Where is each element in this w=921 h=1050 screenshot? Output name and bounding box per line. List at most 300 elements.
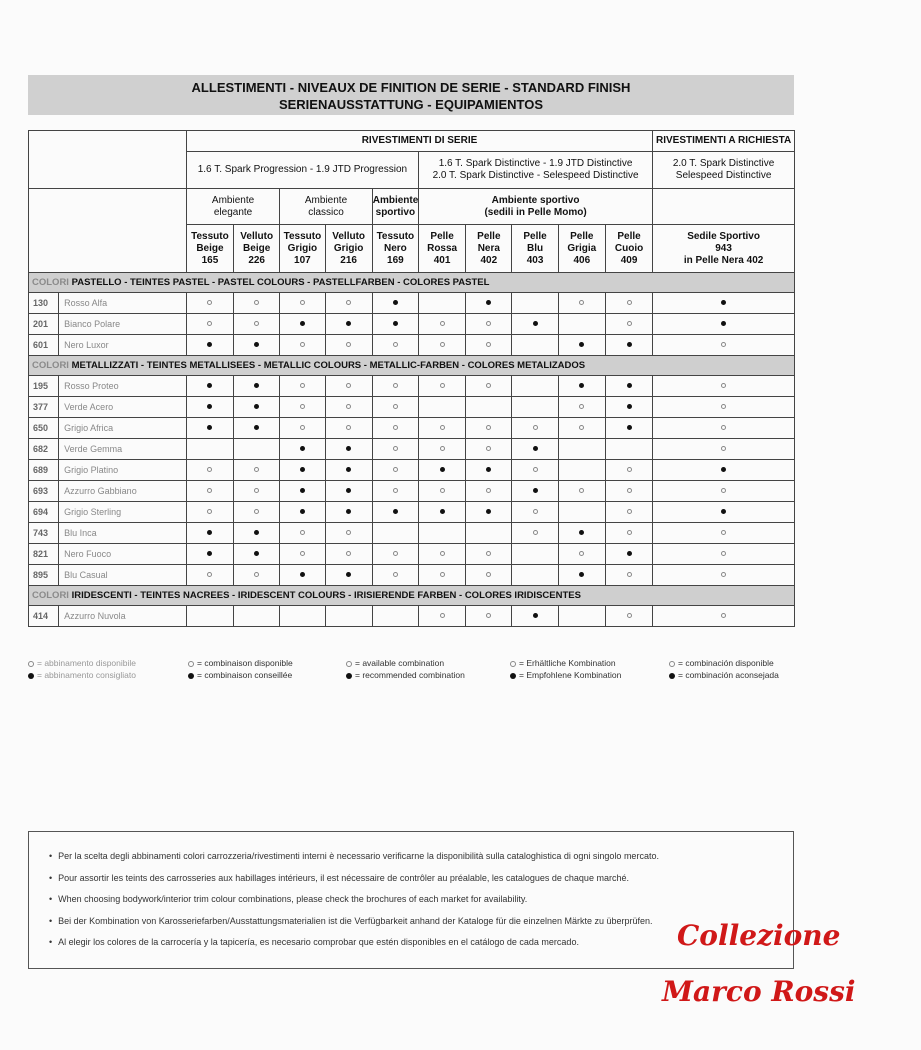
- trim-header-line: Rossa: [427, 242, 458, 254]
- colour-code: 414: [29, 606, 59, 627]
- recommended-marker-icon: [579, 572, 584, 577]
- trim-header-line: Beige: [196, 242, 224, 254]
- combination-cell: [372, 544, 418, 565]
- available-marker-icon: [510, 661, 516, 667]
- legend-de: [510, 657, 621, 681]
- colour-code: 694: [29, 502, 59, 523]
- colour-code: 682: [29, 439, 59, 460]
- legend-es-rec: [669, 669, 779, 681]
- available-marker-icon: [254, 321, 259, 326]
- combination-cell: [605, 460, 652, 481]
- combination-cell: [512, 376, 558, 397]
- combination-cell: [280, 460, 325, 481]
- combination-cell: [605, 523, 652, 544]
- trim-header-line: Nero: [383, 242, 407, 254]
- available-marker-icon: [440, 613, 445, 618]
- combination-cell: [418, 418, 465, 439]
- recommended-marker-icon: [579, 342, 584, 347]
- available-marker-icon: [254, 509, 259, 514]
- recommended-marker-icon: [393, 300, 398, 305]
- recommended-marker-icon: [486, 300, 491, 305]
- available-marker-icon: [393, 551, 398, 556]
- trim-header-line: Tessuto: [283, 230, 322, 242]
- recommended-marker-icon: [533, 488, 538, 493]
- combination-cell: [280, 314, 325, 335]
- recommended-marker-icon: [579, 383, 584, 388]
- combination-cell: [186, 376, 233, 397]
- recommended-marker-icon: [188, 673, 194, 679]
- trim-header: [372, 225, 418, 273]
- available-marker-icon: [346, 425, 351, 430]
- section-title-text: METALLIZZATI - TEINTES METALLISEES - METALLIC COLOURS - METALLIC-FARBEN - COLORES METALIZADOS: [68, 359, 586, 371]
- ambiente-elegante-l1: Ambiente: [211, 194, 255, 206]
- combination-cell: [558, 418, 605, 439]
- available-marker-icon: [579, 404, 584, 409]
- table-row: [29, 293, 795, 314]
- table-row: [29, 335, 795, 356]
- available-marker-icon: [440, 551, 445, 556]
- colour-name: Nero Luxor: [59, 335, 187, 356]
- header-distinctive-line1: 1.6 T. Spark Distinctive - 1.9 JTD Distinctive: [438, 158, 633, 169]
- combination-cell: [605, 439, 652, 460]
- combination-cell: [234, 376, 280, 397]
- recommended-marker-icon: [346, 572, 351, 577]
- available-marker-icon: [300, 425, 305, 430]
- ambiente-classico-l1: Ambiente: [304, 194, 348, 206]
- combination-cell: [653, 481, 795, 502]
- combination-cell: [653, 502, 795, 523]
- trim-header-line: Beige: [243, 242, 271, 254]
- combination-cell: [466, 460, 512, 481]
- trim-header-line: Cuoio: [614, 242, 644, 254]
- available-marker-icon: [669, 661, 675, 667]
- recommended-marker-icon: [579, 530, 584, 535]
- combination-cell: [466, 293, 512, 314]
- available-marker-icon: [393, 342, 398, 347]
- combination-cell: [325, 335, 372, 356]
- combination-cell: [558, 397, 605, 418]
- available-marker-icon: [721, 530, 726, 535]
- combination-cell: [558, 544, 605, 565]
- combination-cell: [558, 460, 605, 481]
- combination-cell: [280, 439, 325, 460]
- combination-cell: [418, 335, 465, 356]
- combination-cell: [186, 335, 233, 356]
- legend-de-avail-text: = Erhältliche Kombination: [519, 658, 616, 668]
- ambiente-elegante-l2: elegante: [213, 206, 253, 218]
- recommended-marker-icon: [440, 467, 445, 472]
- combination-cell: [186, 314, 233, 335]
- combination-cell: [280, 523, 325, 544]
- colour-name: Bianco Polare: [59, 314, 187, 335]
- trim-header: [280, 225, 325, 273]
- combination-cell: [558, 523, 605, 544]
- available-marker-icon: [486, 488, 491, 493]
- trim-header-line: Pelle: [617, 230, 641, 242]
- note-fr: • Pour assortir les teints des carrosseries aux habillages intérieurs, il est nécessaire de contrôler au préalable, les catalogues de chaque marché.: [49, 868, 793, 890]
- header-optional-group: [653, 152, 795, 189]
- recommended-marker-icon: [627, 404, 632, 409]
- combination-cell: [466, 418, 512, 439]
- trim-header-line: 403: [526, 254, 544, 266]
- header-distinctive: [418, 152, 652, 189]
- trim-combination-table: [28, 130, 795, 627]
- combination-cell: [605, 376, 652, 397]
- combination-cell: [653, 460, 795, 481]
- available-marker-icon: [300, 342, 305, 347]
- colour-name: Azzurro Nuvola: [59, 606, 187, 627]
- trim-header: [605, 225, 652, 273]
- recommended-marker-icon: [300, 467, 305, 472]
- trim-header-optional: [653, 225, 795, 273]
- available-marker-icon: [440, 425, 445, 430]
- combination-cell: [653, 293, 795, 314]
- combination-cell: [466, 481, 512, 502]
- trim-header-line: Tessuto: [376, 230, 415, 242]
- recommended-marker-icon: [721, 509, 726, 514]
- colour-code: 195: [29, 376, 59, 397]
- combination-cell: [186, 502, 233, 523]
- available-marker-icon: [300, 530, 305, 535]
- combination-cell: [418, 502, 465, 523]
- combination-cell: [605, 565, 652, 586]
- combination-cell: [653, 335, 795, 356]
- combination-cell: [512, 397, 558, 418]
- available-marker-icon: [486, 425, 491, 430]
- available-marker-icon: [486, 342, 491, 347]
- header-progression: 1.6 T. Spark Progression - 1.9 JTD Progression: [186, 152, 418, 189]
- header-ambiente-elegante: [186, 189, 279, 225]
- header-ambiente-sportivo: [372, 189, 418, 225]
- combination-cell: [512, 460, 558, 481]
- available-marker-icon: [207, 509, 212, 514]
- combination-cell: [418, 565, 465, 586]
- recommended-marker-icon: [254, 404, 259, 409]
- title-line1: ALLESTIMENTI - NIVEAUX DE FINITION DE SERIE - STANDARD FINISH: [191, 80, 631, 95]
- combination-cell: [372, 397, 418, 418]
- available-marker-icon: [721, 425, 726, 430]
- colour-code: 743: [29, 523, 59, 544]
- combination-cell: [234, 502, 280, 523]
- legend-fr-avail-text: = combinaison disponible: [197, 658, 293, 668]
- combination-cell: [325, 481, 372, 502]
- colour-name: Grigio Platino: [59, 460, 187, 481]
- available-marker-icon: [207, 300, 212, 305]
- available-marker-icon: [486, 446, 491, 451]
- combination-cell: [186, 544, 233, 565]
- combination-cell: [372, 314, 418, 335]
- trim-header-line: Grigia: [567, 242, 597, 254]
- combination-cell: [325, 502, 372, 523]
- recommended-marker-icon: [533, 321, 538, 326]
- recommended-marker-icon: [346, 467, 351, 472]
- combination-cell: [234, 460, 280, 481]
- legend-it-avail: [28, 657, 136, 669]
- trim-header: [325, 225, 372, 273]
- note-es: • Al elegir los colores de la carrocería y la tapicería, es necesario comprobar que estén disponibles en el catálogo de cada mercado.: [49, 932, 793, 954]
- available-marker-icon: [393, 383, 398, 388]
- combination-cell: [325, 293, 372, 314]
- available-marker-icon: [188, 661, 194, 667]
- recommended-marker-icon: [393, 321, 398, 326]
- combination-cell: [280, 481, 325, 502]
- available-marker-icon: [627, 321, 632, 326]
- recommended-marker-icon: [207, 425, 212, 430]
- header-optional-line2: Selespeed Distinctive: [675, 170, 772, 181]
- available-marker-icon: [346, 383, 351, 388]
- combination-cell: [186, 565, 233, 586]
- available-marker-icon: [300, 404, 305, 409]
- combination-cell: [418, 314, 465, 335]
- available-marker-icon: [533, 425, 538, 430]
- trim-header-line: Grigio: [333, 242, 364, 254]
- combination-cell: [234, 544, 280, 565]
- trim-header: [234, 225, 280, 273]
- recommended-marker-icon: [627, 425, 632, 430]
- recommended-marker-icon: [486, 509, 491, 514]
- trim-header-line: Tessuto: [191, 230, 229, 242]
- available-marker-icon: [486, 551, 491, 556]
- signature-marco-rossi: Marco Rossi: [662, 975, 856, 1008]
- combination-cell: [325, 397, 372, 418]
- trim-header-line: Pelle: [430, 230, 454, 242]
- legend-en-avail: [346, 657, 465, 669]
- recommended-marker-icon: [627, 383, 632, 388]
- colour-code: 821: [29, 544, 59, 565]
- recommended-marker-icon: [440, 509, 445, 514]
- section-prefix: COLORI: [32, 276, 69, 288]
- legend-de-rec-text: = Empfohlene Kombination: [519, 670, 622, 680]
- combination-cell: [653, 544, 795, 565]
- available-marker-icon: [721, 404, 726, 409]
- section-prefix: COLORI: [32, 359, 69, 371]
- combination-cell: [372, 565, 418, 586]
- combination-cell: [558, 439, 605, 460]
- combination-cell: [605, 397, 652, 418]
- trim-header: [558, 225, 605, 273]
- combination-cell: [512, 439, 558, 460]
- title-banner: [28, 75, 794, 115]
- available-marker-icon: [346, 404, 351, 409]
- colour-name: Rosso Alfa: [59, 293, 187, 314]
- section-prefix: COLORI: [32, 589, 69, 601]
- available-marker-icon: [533, 530, 538, 535]
- combination-cell: [605, 335, 652, 356]
- combination-cell: [418, 481, 465, 502]
- combination-cell: [234, 565, 280, 586]
- trim-header-line: Velluto: [332, 230, 366, 242]
- combination-cell: [512, 314, 558, 335]
- available-marker-icon: [627, 509, 632, 514]
- combination-cell: [605, 544, 652, 565]
- combination-cell: [372, 523, 418, 544]
- table-row: [29, 439, 795, 460]
- combination-cell: [558, 606, 605, 627]
- recommended-marker-icon: [721, 321, 726, 326]
- title-line2: SERIENAUSSTATTUNG - EQUIPAMIENTOS: [278, 97, 544, 112]
- available-marker-icon: [393, 446, 398, 451]
- recommended-marker-icon: [300, 509, 305, 514]
- legend-it: [28, 657, 136, 681]
- legend-es-rec-text: = combinación aconsejada: [678, 670, 779, 680]
- available-marker-icon: [346, 661, 352, 667]
- combination-cell: [280, 502, 325, 523]
- combination-cell: [605, 293, 652, 314]
- combination-cell: [512, 565, 558, 586]
- combination-cell: [653, 606, 795, 627]
- combination-cell: [186, 606, 233, 627]
- table-row: [29, 502, 795, 523]
- table-row: [29, 314, 795, 335]
- combination-cell: [512, 523, 558, 544]
- available-marker-icon: [721, 613, 726, 618]
- combination-cell: [418, 544, 465, 565]
- section-title-text: IRIDESCENTI - TEINTES NACREES - IRIDESCENT COLOURS - IRISIERENDE FARBEN - COLORES IRIDISCENTES: [68, 589, 581, 601]
- combination-cell: [234, 439, 280, 460]
- note-en: • When choosing bodywork/interior trim colour combinations, please check the brochures of each market for availability.: [49, 889, 793, 911]
- recommended-marker-icon: [254, 551, 259, 556]
- combination-cell: [234, 314, 280, 335]
- combination-cell: [186, 293, 233, 314]
- combination-cell: [558, 293, 605, 314]
- combination-cell: [325, 606, 372, 627]
- colour-code: 601: [29, 335, 59, 356]
- legend-es-avail: [669, 657, 779, 669]
- combination-cell: [234, 397, 280, 418]
- combination-cell: [418, 439, 465, 460]
- combination-cell: [512, 544, 558, 565]
- signature-collezione: Collezione: [677, 919, 841, 952]
- available-marker-icon: [346, 551, 351, 556]
- combination-cell: [372, 376, 418, 397]
- recommended-marker-icon: [627, 551, 632, 556]
- available-marker-icon: [533, 467, 538, 472]
- available-marker-icon: [533, 509, 538, 514]
- recommended-marker-icon: [254, 342, 259, 347]
- combination-cell: [466, 397, 512, 418]
- combination-cell: [512, 335, 558, 356]
- legend-fr: [188, 657, 293, 681]
- combination-cell: [186, 439, 233, 460]
- trim-header-line: Velluto: [240, 230, 274, 242]
- legend-en-rec: [346, 669, 465, 681]
- colour-name: Verde Acero: [59, 397, 187, 418]
- combination-cell: [372, 481, 418, 502]
- available-marker-icon: [721, 551, 726, 556]
- table-row: [29, 565, 795, 586]
- combination-cell: [325, 418, 372, 439]
- combination-cell: [186, 523, 233, 544]
- available-marker-icon: [346, 342, 351, 347]
- trim-header-line: 406: [573, 254, 591, 266]
- combination-cell: [234, 606, 280, 627]
- available-marker-icon: [721, 446, 726, 451]
- trim-header-line: Pelle: [477, 230, 501, 242]
- recommended-marker-icon: [721, 300, 726, 305]
- trim-header-line: 169: [387, 254, 404, 266]
- combination-cell: [372, 335, 418, 356]
- combination-cell: [325, 439, 372, 460]
- combination-cell: [325, 460, 372, 481]
- available-marker-icon: [627, 530, 632, 535]
- available-marker-icon: [346, 530, 351, 535]
- available-marker-icon: [486, 613, 491, 618]
- legend-en-rec-text: = recommended combination: [355, 670, 465, 680]
- section-title-text: PASTELLO - TEINTES PASTEL - PASTEL COLOURS - PASTELLFARBEN - COLORES PASTEL: [68, 276, 490, 288]
- table-row: [29, 418, 795, 439]
- combination-cell: [372, 293, 418, 314]
- available-marker-icon: [440, 446, 445, 451]
- combination-cell: [466, 523, 512, 544]
- available-marker-icon: [627, 300, 632, 305]
- colour-name: Azzurro Gabbiano: [59, 481, 187, 502]
- trim-header-line: 107: [294, 254, 311, 266]
- header-blank: [29, 131, 187, 189]
- colour-name: Grigio Sterling: [59, 502, 187, 523]
- recommended-marker-icon: [486, 467, 491, 472]
- available-marker-icon: [207, 488, 212, 493]
- colour-code: 693: [29, 481, 59, 502]
- available-marker-icon: [440, 383, 445, 388]
- legend-es: [669, 657, 779, 681]
- combination-cell: [418, 460, 465, 481]
- available-marker-icon: [627, 488, 632, 493]
- recommended-marker-icon: [207, 530, 212, 535]
- available-marker-icon: [393, 425, 398, 430]
- table-row: [29, 544, 795, 565]
- table-row: [29, 376, 795, 397]
- combination-cell: [466, 544, 512, 565]
- combination-cell: [325, 544, 372, 565]
- section-header: [29, 356, 795, 376]
- section-header: [29, 586, 795, 606]
- available-marker-icon: [393, 488, 398, 493]
- section-header: [29, 273, 795, 293]
- note-it: • Per la scelta degli abbinamenti colori carrozzeria/rivestimenti interni è necessario verificarne la disponibilità sulla cataloghistica di ogni singolo mercato.: [49, 846, 793, 868]
- section-title: [29, 586, 795, 606]
- recommended-marker-icon: [393, 509, 398, 514]
- trim-header-line: 226: [248, 254, 265, 266]
- combination-cell: [280, 565, 325, 586]
- available-marker-icon: [440, 572, 445, 577]
- combination-cell: [372, 606, 418, 627]
- recommended-marker-icon: [254, 530, 259, 535]
- recommended-marker-icon: [721, 467, 726, 472]
- table-row: [29, 397, 795, 418]
- trim-header-line: 409: [620, 254, 638, 266]
- available-marker-icon: [721, 383, 726, 388]
- combination-cell: [605, 314, 652, 335]
- colour-code: 895: [29, 565, 59, 586]
- recommended-marker-icon: [346, 673, 352, 679]
- recommended-marker-icon: [300, 572, 305, 577]
- table-row: [29, 606, 795, 627]
- combination-cell: [466, 335, 512, 356]
- combination-cell: [186, 418, 233, 439]
- trim-header-line: Blu: [527, 242, 544, 254]
- combination-cell: [280, 397, 325, 418]
- colour-name: Blu Casual: [59, 565, 187, 586]
- combination-cell: [234, 293, 280, 314]
- available-marker-icon: [627, 572, 632, 577]
- legend-de-rec: [510, 669, 621, 681]
- combination-cell: [280, 544, 325, 565]
- table-row: [29, 481, 795, 502]
- combination-cell: [280, 293, 325, 314]
- header-distinctive-line2: 2.0 T. Spark Distinctive - Selespeed Distinctive: [432, 170, 639, 181]
- combination-cell: [234, 523, 280, 544]
- combination-cell: [558, 314, 605, 335]
